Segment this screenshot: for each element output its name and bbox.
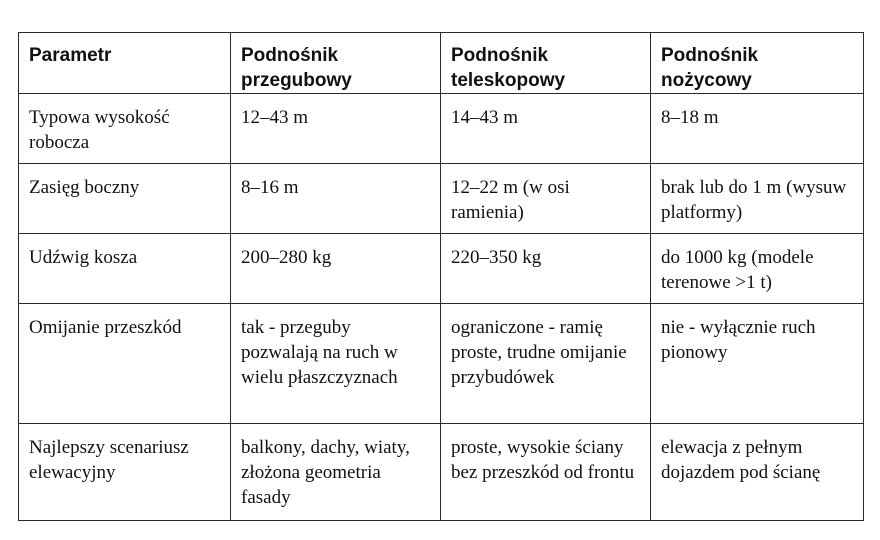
cell-scissor: do 1000 kg (modele terenowe >1 t) [651, 234, 864, 304]
cell-telescopic: 12–22 m (w osi ramienia) [441, 164, 651, 234]
header-telescopic-lift: Podnośnik teleskopowy [441, 33, 651, 94]
cell-telescopic: 14–43 m [441, 94, 651, 164]
row-label: Omijanie przeszkód [19, 304, 231, 424]
cell-scissor: brak lub do 1 m (wysuw platformy) [651, 164, 864, 234]
table-row [19, 164, 864, 234]
cell-articulated: 12–43 m [231, 94, 441, 164]
comparison-table [18, 32, 864, 521]
table-row [19, 94, 864, 164]
cell-articulated: 8–16 m [231, 164, 441, 234]
cell-scissor: nie - wyłącznie ruch pionowy [651, 304, 864, 424]
header-row [19, 33, 864, 94]
header-parametr: Parametr [19, 33, 231, 94]
cell-scissor: elewacja z pełnym dojazdem pod ścianę [651, 424, 864, 521]
cell-telescopic: ograniczone - ramię proste, trudne omijanie przybudówek [441, 304, 651, 424]
cell-articulated: tak - przeguby pozwalają na ruch w wielu płaszczyznach [231, 304, 441, 424]
header-articulated-lift: Podnośnik przegubowy [231, 33, 441, 94]
table-row [19, 234, 864, 304]
row-label: Zasięg boczny [19, 164, 231, 234]
row-label: Udźwig kosza [19, 234, 231, 304]
table-row [19, 424, 864, 521]
cell-telescopic: proste, wysokie ściany bez przeszkód od frontu [441, 424, 651, 521]
table-row [19, 304, 864, 424]
cell-articulated: balkony, dachy, wiaty, złożona geometria fasady [231, 424, 441, 521]
header-scissor-lift: Podnośnik nożycowy [651, 33, 864, 94]
cell-telescopic: 220–350 kg [441, 234, 651, 304]
row-label: Najlepszy scenariusz elewacyjny [19, 424, 231, 521]
row-label: Typowa wysokość robocza [19, 94, 231, 164]
cell-scissor: 8–18 m [651, 94, 864, 164]
cell-articulated: 200–280 kg [231, 234, 441, 304]
